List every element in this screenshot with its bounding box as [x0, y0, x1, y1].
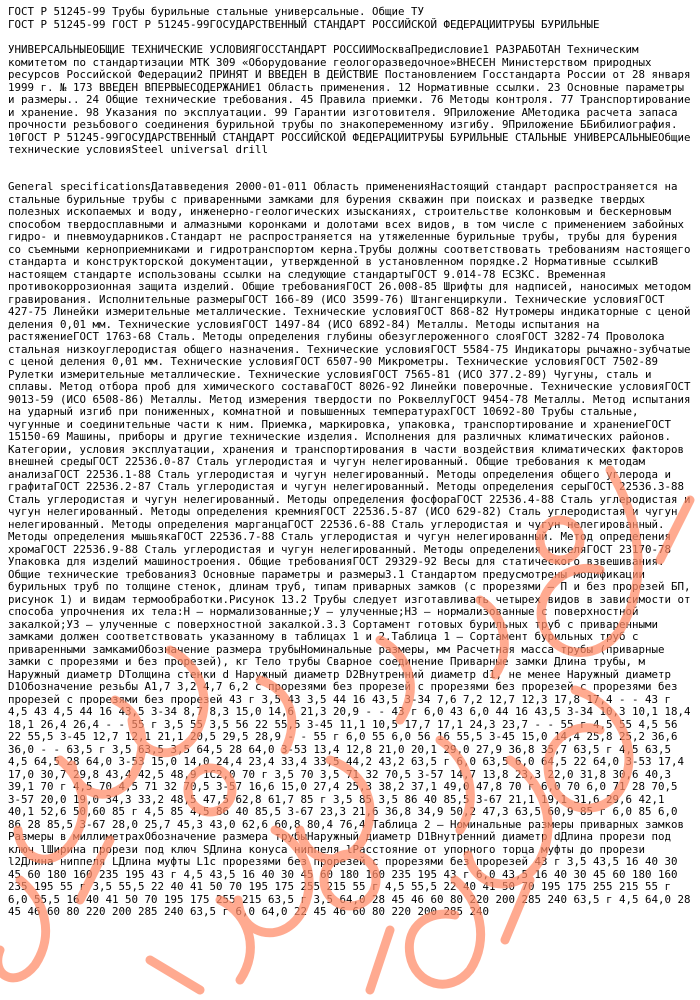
document-body-paragraph: General specificationsДатавведения 2000-01-011 Область примененияНастоящий стандарт распространяется на стальные бурильные трубы с приваренными замками для бурения скважин при поисках и разведке твердых полезных ископаемых и воду, инженерно-геологических изысканиях, строительстве колонковым и бескерновым способом твердосплавными и алмазными коронками и долотами всех видов, в том числе с применением забойных гидро- и пневмоударников.Стандарт не распространяется на утяжеленные бурильные трубы, трубы для бурения со съемными керноприемниками и гидротранспортом керна.Трубы должны соответствовать требованиям настоящего стандарта и конструкторской документации, утвержденной в установленном порядке.2 Нормативные ссылкиВ настоящем стандарте использованы ссылки на следующие стандартыГОСТ 9.014-78 ЕСЗКС. Временная противокоррозионная защита изделий. Общие требованияГОСТ 26.008-85 Шрифты для надписей, наносимых методом гравирования. Исполнительные размерыГОСТ 166-89 (ИСО 3599-76) Штангенциркули. Технические условияГОСТ 427-75 Линейки измерительные металлические. Технические условияГОСТ 868-82 Нутромеры индикаторные с ценой деления 0,01 мм. Технические условияГОСТ 1497-84 (ИСО 6892-84) Металлы. Методы испытания на растяжениеГОСТ 1763-68 Сталь. Методы определения глубины обезуглероженного слояГОСТ 3282-74 Проволока стальная низкоуглеродистая общего назначения. Технические условияГОСТ 5584-75 Индикаторы рычажно-зубчатые с ценой деления 0,01 мм. Технические условияГОСТ 6507-90 Микрометры. Технические условияГОСТ 7502-89 Рулетки измерительные металлические. Технические условияГОСТ 7565-81 (ИСО 377.2-89) Чугуны, сталь и сплавы. Метод отбора проб для химического составаГОСТ 8026-92 Линейки поверочные. Технические условияГОСТ 9013-59 (ИСО 6508-86) Металлы. Метод измерения твердости по РоквеллуГОСТ 9454-78 Металлы. Метод испытания на ударный изгиб при пониженных, комнатной и повышенных температурахГОСТ 10692-80 Трубы стальные, чугунные и соединительные части к ним. Приемка, маркировка, упаковка, транспортирование и хранениеГОСТ 15150-69 Машины, приборы и другие технические изделия. Исполнения для различных климатических районов. Категории, условия эксплуатации, хранения и транспортирования в части воздействия климатических факторов внешней средыГОСТ 22536.0-87 Сталь углеродистая и чугун нелегированный. Общие требования к методам анализаГОСТ 22536.1-88 Сталь углеродистая и чугун нелегированный. Методы определения общего углерода и графитаГОСТ 22536.2-87 Сталь углеродистая и чугун нелегированный. Методы определения серыГОСТ 22536.3-88 Сталь углеродистая и чугун нелегированный. Методы определения фосфораГОСТ 22536.4-88 Сталь углеродистая и чугун нелегированный. Методы определения кремнияГОСТ 22536.5-87 (ИСО 629-82) Сталь углеродистая и чугун нелегированный. Методы определения марганцаГОСТ 22536.6-88 Сталь углеродистая и чугун нелегированный. Методы определения мышьякаГОСТ 22536.7-88 Сталь углеродистая и чугун нелегированный. Метод определения хромаГОСТ 22536.9-88 Сталь углеродистая и чугун нелегированный. Методы определения никеляГОСТ 23170-78 Упаковка для изделий машиностроения. Общие требованияГОСТ 29329-92 Весы для статического взвешивания. Общие технические требования3 Основные параметры и размеры3.1 Стандартом предусмотрены модификации бурильных труб по толщине стенок, длинам труб, типам приварных замков (с прорезями – П и без прорезей БП, рисунок 1) и видам термообработки.Рисунок 13.2 Трубы следует изготавливать четырех видов в зависимости от способа упрочнения их тела:Н – нормализованные;У – улученные;НЗ – нормализованные с поверхностной закалкой;УЗ – улученные с поверхностной закалкой.3.3 Сортамент готовых бурильных труб с приваренными замками должен соответствовать указанному в таблицах 1 и 2.Таблица 1 – Сортамент бурильных труб с приваренными замкамиОбозначение размера трубыНоминальные размеры, мм Расчетная масса трубы (приварные замки с прорезями и без прорезей), кг Тело трубы Сварное соединение Приварные замки Длина трубы, м Наружный диаметр DТолщина стенки d Наружный диаметр D2Внутренний диаметр d1, не менее Наружный диаметр D1Обозначение резьбы А1,7 3,2 4,7 6,2 с прорезями без прорезей с прорезями без прорезей с прорезями без прорезей с прорезями без прорезей 43 г 3,5 43 3,5 44 16 43,5 3-34 7,6 7,2 12,7 12,3 17,8 17,4 - - 43 г 4,5 43 4,5 44 16 43,5 3-34 8,7 8,3 15,0 14,6 21,3 20,9 - - 43 г 6,0 43 6,0 44 16 43,5 3-34 10,3 10,1 18,4 18,1 26,4 26,4 - - 55 г 3,5 55 3,5 56 22 55,5 3-45 11,1 10,5 17,7 17,1 24,3 23,7 - - 55 г 4,5 55 4,5 56 22 55,5 3-45 12,7 12,1 21,1 20,5 29,5 28,9 - - 55 г 6,0 55 6,0 56 16 55,5 3-45 15,0 14,4 25,8 25,2 36,6 36,0 - - 63,5 г 3,5 63,5 3,5 64,5 28 64,0 3-53 13,4 12,8 21,0 20,1 29,0 27,9 36,8 35,7 63,5 г 4,5 63,5 4,5 64,5 28 64,0 3-53 15,0 14,0 24,4 23,4 33,4 33,5 44,2 43,2 63,5 г 6,0 63,5 6,0 64,5 22 64,0 3-53 17,4 17,0 30,7 29,8 43,4 42,5 48,9 1С2,0 70 г 3,5 70 3,5 71 32 70,5 3-57 14,7 13,8 23,3 22,0 31,8 30,6 40,3 39,1 70 г 4,5 70 4,5 71 32 70,5 3-57 16,6 15,0 27,4 25,3 38,2 37,1 49,0 47,8 70 г 6,0 70 6,0 71 28 70,5 3-57 20,0 19,0 34,3 33,2 48,5 47,5 62,8 61,7 85 г 3,5 85 3,5 86 40 85,5 3-67 21,1 19,1 31,6 29,6 42,1 40,1 52,6 50,60 85 г 4,5 85 4,5 86 40 85,5 3-67 23,3 21,6 36,8 34,9 50,2 47,3 63,5 60,9 85 г 6,0 85 6,0 86 28 85,5 3-67 28,0 25,7 45,3 43,0 62,6 60,8 80,4 76,4 Таблица 2 – Номинальные размеры приварных замков Размеры в миллиметрахОбозначение размера трубыНаружный диаметр D1Внутренний диаметр dДлина прорези под ключ lШирина прорези под ключ SДлина конуса ниппеля lРасстояние от упорного торца муфты до прорези l2Длина ниппеля LДлина муфты L1с прорезями без прорезей с прорезями без прорезей 43 г 3,5 43,5 16 40 30 45 60 180 160 235 195 43 г 4,5 43,5 16 40 30 45 60 180 160 235 195 43 г 6,0 43,5 16 40 30 45 60 180 160 235 195 55 г 3,5 55,5 22 40 41 50 70 195 175 255 215 55 г 4,5 55,5 22 40 41 50 70 195 175 255 215 55 г 6,0 55,5 16 40 41 50 70 195 175 255 215 63,5 г 3,5 64,0 28 45 46 60 80 220 200 285 240 63,5 г 4,5 64,0 28 45 46 60 80 220 200 285 240 63,5 г 6,0 64,0 22 45 46 60 80 220 200 285 240 [8, 180, 698, 918]
document-preface-paragraph: УНИВЕРСАЛЬНЫЕОБЩИЕ ТЕХНИЧЕСКИЕ УСЛОВИЯГОССТАНДАРТ РОССИИМоскваПредисловие1 РАЗРАБОТАН Техническим комитетом по стандартизации МТК 309 «Оборудование геологоразведочное»ВНЕСЕН Министерством природных ресурсов Российской Федерации2 ПРИНЯТ И ВВЕДЕН В ДЕЙСТВИЕ Постановлением Госстандарта России от 28 января 1999 г. № 173 ВВЕДЕН ВПЕРВЫЕСОДЕРЖАНИЕ1 Область применения. 12 Нормативные ссылки. 23 Основные параметры и размеры.. 24 Общие технические требования. 45 Правила приемки. 76 Методы контроля. 77 Транспортирование и хранение. 98 Указания по эксплуатации. 99 Гарантии изготовителя. 9Приложение АМетодика расчета запаса прочности резьбового соединения бурильной трубы по знакопеременному изгибу. 9Приложение ББибилиография. 10ГОСТ Р 51245-99ГОСУДАРСТВЕННЫЙ СТАНДАРТ РОССИЙСКОЙ ФЕДЕРАЦИИТРУБЫ БУРИЛЬНЫЕ СТАЛЬНЫЕ УНИВЕРСАЛЬНЫЕОбщие технические условияSteel universal drill [8, 43, 698, 156]
document-heading: ГОСТ Р 51245-99 Трубы бурильные стальные универсальные. Общие ТУ ГОСТ Р 51245-99 ГОСТ Р 51245-99ГОСУДАРСТВЕННЫЙ СТАНДАРТ РОССИЙСКОЙ ФЕДЕРАЦИИТРУБЫ БУРИЛЬНЫЕ [8, 5, 600, 31]
